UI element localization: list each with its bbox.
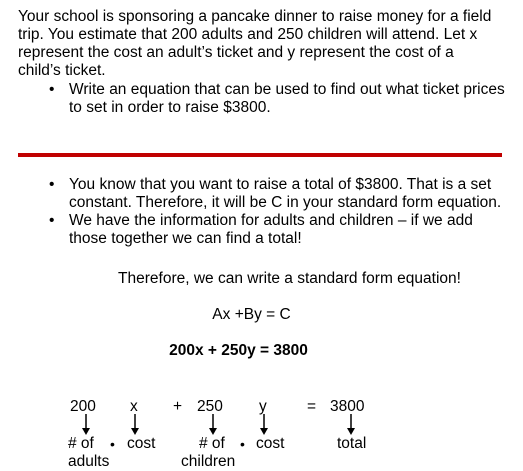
- adults-count: 200: [70, 398, 96, 415]
- intro-line: Your school is sponsoring a pancake dinner to raise money for a field: [18, 8, 492, 25]
- equation-text: 200x + 250y = 3800: [169, 342, 308, 359]
- label-children: children: [181, 453, 236, 470]
- bullet-line: You know that you want to raise a total of $3800. That is a set: [69, 176, 492, 193]
- bullet-icon: •: [49, 212, 55, 229]
- variable-x: x: [130, 398, 138, 415]
- multiply-dot-icon: •: [240, 436, 245, 452]
- bullet-item: [18, 176, 523, 212]
- label-total: total: [337, 435, 367, 452]
- bullet-line: those together we can find a total!: [69, 230, 302, 247]
- bullet-line: to set in order to raise $3800.: [69, 99, 271, 116]
- equals-sign: =: [307, 398, 317, 415]
- bullet-line: We have the information for adults and children – if we add: [69, 212, 473, 229]
- down-arrow-icon: [259, 414, 269, 436]
- intro-paragraph: [18, 8, 518, 80]
- label-adults: adults: [68, 453, 110, 470]
- standard-form-text: Ax +By = C: [212, 306, 291, 323]
- bullet-item: [18, 212, 523, 248]
- intro-line: child’s ticket.: [18, 62, 106, 79]
- bullet-icon: •: [49, 176, 55, 193]
- label-cost-adult: cost: [127, 435, 156, 452]
- down-arrow-icon: [208, 414, 218, 436]
- plus-sign: +: [173, 398, 183, 415]
- multiply-dot-icon: •: [110, 436, 115, 452]
- bullet-line: Write an equation that can be used to find out what ticket prices: [69, 81, 505, 98]
- label-num-of-children: # of: [199, 435, 225, 452]
- bullet-line: constant. Therefore, it will be C in your standard form equation.: [69, 194, 502, 211]
- explanation-bullet-list: [18, 176, 523, 248]
- label-num-of-adults: # of: [68, 435, 94, 452]
- task-bullet-list: [18, 81, 523, 117]
- total-value: 3800: [330, 398, 365, 415]
- conclusion-text: Therefore, we can write a standard form equation!: [118, 270, 461, 287]
- section-divider: [18, 153, 502, 157]
- down-arrow-icon: [81, 414, 91, 436]
- variable-y: y: [259, 398, 267, 415]
- label-cost-child: cost: [256, 435, 285, 452]
- bullet-item: [18, 81, 523, 117]
- intro-line: represent the cost an adult’s ticket and y represent the cost of a: [18, 44, 454, 61]
- children-count: 250: [197, 398, 223, 415]
- down-arrow-icon: [130, 414, 140, 436]
- intro-line: trip. You estimate that 200 adults and 250 children will attend. Let x: [18, 26, 478, 43]
- bullet-icon: •: [49, 81, 55, 98]
- down-arrow-icon: [346, 414, 356, 436]
